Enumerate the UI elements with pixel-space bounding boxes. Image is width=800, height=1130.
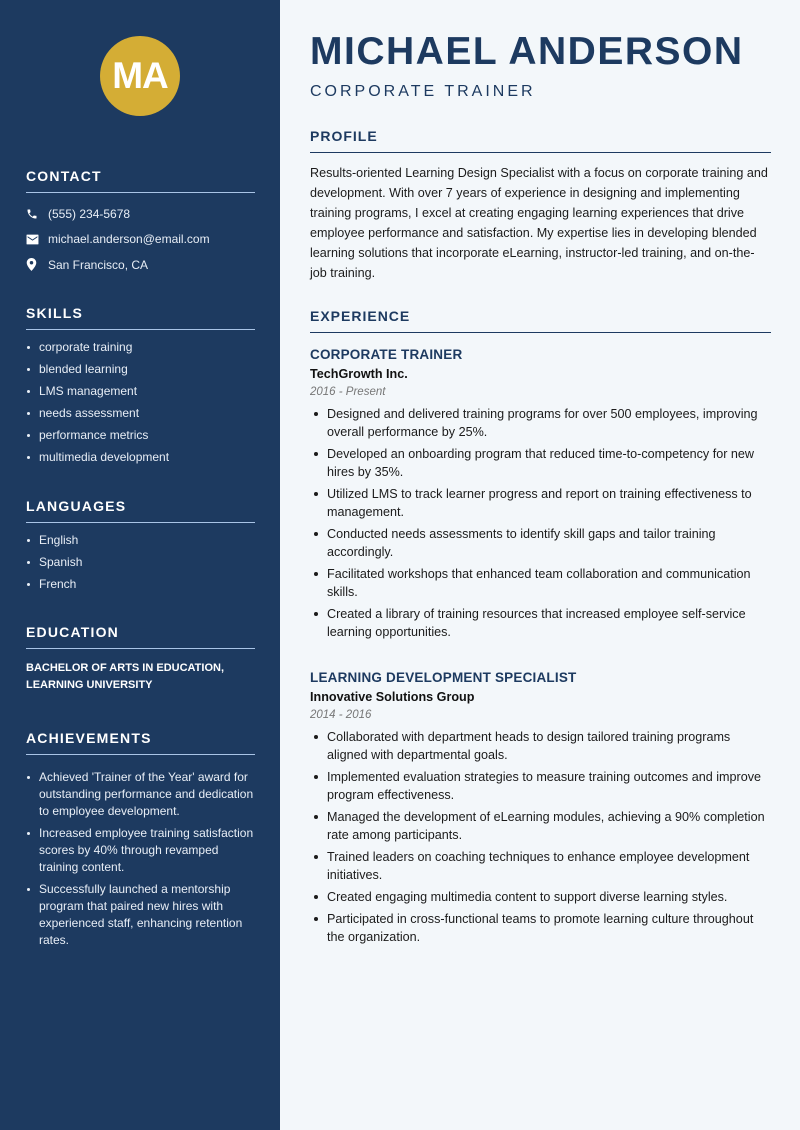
avatar bbox=[100, 36, 180, 116]
job-bullet: Facilitated workshops that enhanced team collaboration and communication skills. bbox=[310, 565, 771, 601]
job-dates: 2016 - Present bbox=[310, 386, 386, 398]
skill-item: blended learning bbox=[26, 361, 255, 378]
skill-item: needs assessment bbox=[26, 405, 255, 422]
skills-heading: SKILLS bbox=[26, 305, 255, 330]
email-text[interactable]: michael.anderson@email.com bbox=[48, 232, 210, 247]
job-company: Innovative Solutions Group bbox=[310, 690, 475, 704]
job-bullets bbox=[310, 405, 771, 641]
job-bullet: Implemented evaluation strategies to measure training outcomes and improve program effectiveness. bbox=[310, 768, 771, 804]
candidate-name: MICHAEL ANDERSON bbox=[310, 30, 744, 73]
achievement-item: Successfully launched a mentorship program that paired new hires with experienced staff, enhancing retention rates. bbox=[26, 881, 255, 949]
email-icon bbox=[26, 234, 48, 245]
languages-list bbox=[26, 532, 255, 593]
profile-heading: PROFILE bbox=[310, 128, 771, 153]
achievements-section bbox=[26, 730, 255, 954]
job-entry bbox=[310, 347, 771, 645]
contact-heading: CONTACT bbox=[26, 168, 255, 193]
job-dates: 2014 - 2016 bbox=[310, 709, 372, 721]
job-title: CORPORATE TRAINER bbox=[310, 347, 463, 362]
language-item: Spanish bbox=[26, 554, 255, 571]
language-item: French bbox=[26, 576, 255, 593]
skill-item: LMS management bbox=[26, 383, 255, 400]
skills-section bbox=[26, 305, 255, 471]
education-degree: BACHELOR OF ARTS IN EDUCATION, LEARNING UNIVERSITY bbox=[26, 662, 224, 691]
achievement-item: Increased employee training satisfaction scores by 40% through revamped training content. bbox=[26, 825, 255, 876]
location-text: San Francisco, CA bbox=[48, 257, 149, 272]
job-title: LEARNING DEVELOPMENT SPECIALIST bbox=[310, 670, 577, 685]
contact-section bbox=[26, 168, 255, 278]
phone-icon bbox=[26, 208, 48, 220]
location-pin-icon bbox=[26, 258, 48, 271]
skills-list bbox=[26, 339, 255, 466]
job-company: TechGrowth Inc. bbox=[310, 367, 408, 381]
job-entry bbox=[310, 670, 771, 950]
languages-section bbox=[26, 498, 255, 598]
skill-item: performance metrics bbox=[26, 427, 255, 444]
achievements-list bbox=[26, 769, 255, 949]
job-bullet: Created engaging multimedia content to support diverse learning styles. bbox=[310, 888, 771, 906]
contact-location bbox=[26, 252, 255, 278]
job-bullets bbox=[310, 728, 771, 946]
phone-text: (555) 234-5678 bbox=[48, 206, 131, 221]
contact-phone bbox=[26, 201, 255, 227]
skill-item: multimedia development bbox=[26, 449, 255, 466]
job-bullet: Utilized LMS to track learner progress and report on training effectiveness to management. bbox=[310, 485, 771, 521]
languages-heading: LANGUAGES bbox=[26, 498, 255, 523]
job-bullet: Trained leaders on coaching techniques to enhance employee development initiatives. bbox=[310, 848, 771, 884]
job-bullet: Conducted needs assessments to identify skill gaps and tailor training accordingly. bbox=[310, 525, 771, 561]
job-bullet: Designed and delivered training programs for over 500 employees, improving overall performance by 25%. bbox=[310, 405, 771, 441]
job-bullet: Developed an onboarding program that reduced time-to-competency for new hires by 35%. bbox=[310, 445, 771, 481]
job-bullet: Created a library of training resources that increased employee self-service learning opportunities. bbox=[310, 605, 771, 641]
education-heading: EDUCATION bbox=[26, 624, 255, 649]
education-section bbox=[26, 624, 255, 694]
skill-item: corporate training bbox=[26, 339, 255, 356]
achievement-item: Achieved 'Trainer of the Year' award for outstanding performance and dedication to employee development. bbox=[26, 769, 255, 820]
job-bullet: Collaborated with department heads to design tailored training programs aligned with departmental goals. bbox=[310, 728, 771, 764]
experience-heading: EXPERIENCE bbox=[310, 308, 771, 333]
job-bullet: Participated in cross-functional teams to promote learning culture throughout the organization. bbox=[310, 910, 771, 946]
candidate-title: CORPORATE TRAINER bbox=[310, 83, 536, 100]
contact-email bbox=[26, 227, 255, 253]
profile-text: Results-oriented Learning Design Specialist with a focus on corporate training and development. With over 7 years of experience in designing and implementing training programs, I excel at creating engaging learning experiences that drive employee performance and satisfaction. My expertise lies in developing blended learning solutions that incorporate eLearning, instructor-led training, and on-the-job training. bbox=[310, 166, 768, 280]
job-bullet: Managed the development of eLearning modules, achieving a 90% completion rate among participants. bbox=[310, 808, 771, 844]
sidebar bbox=[0, 0, 280, 1130]
language-item: English bbox=[26, 532, 255, 549]
achievements-heading: ACHIEVEMENTS bbox=[26, 730, 255, 755]
avatar-initials: MA bbox=[112, 55, 168, 96]
